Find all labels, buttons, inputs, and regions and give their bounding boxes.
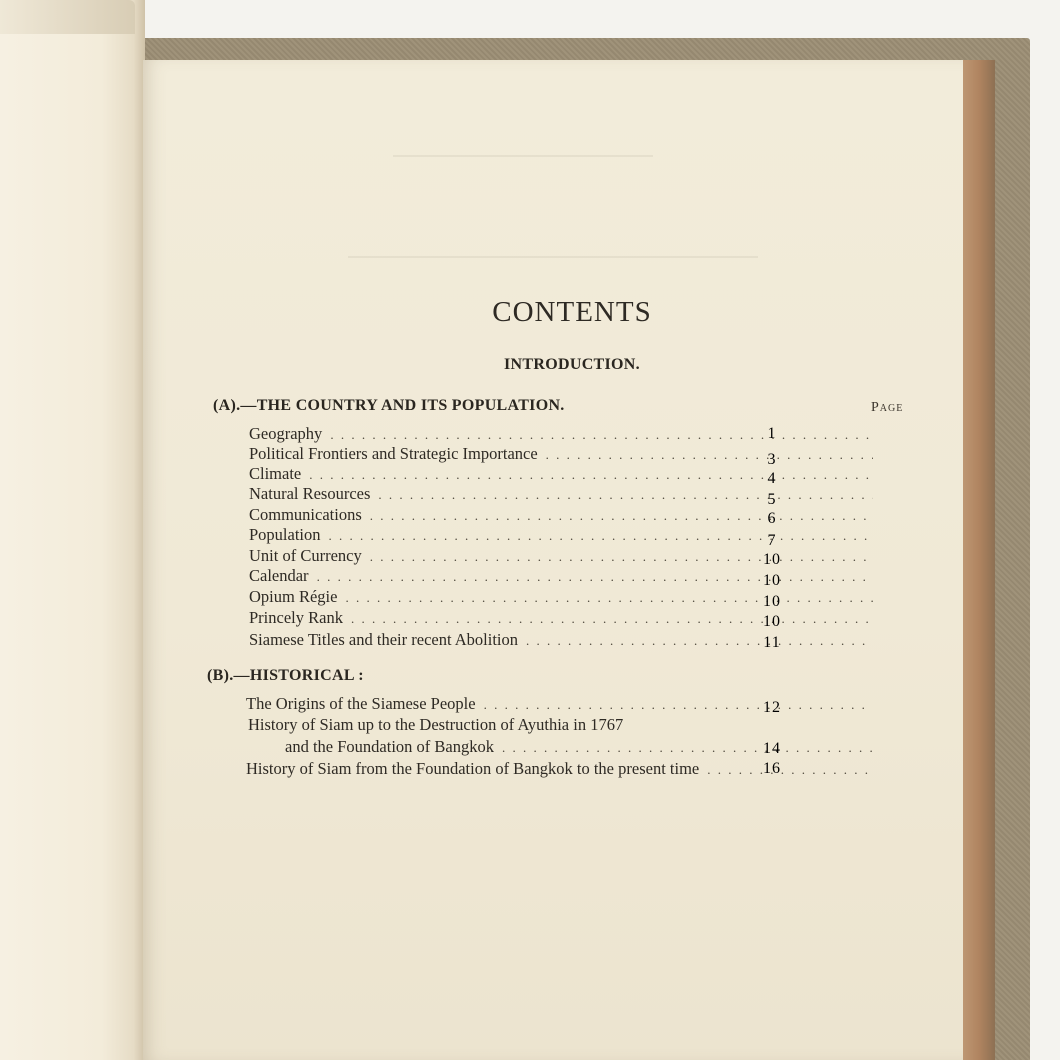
toc-entry-page: 14 [763,740,781,757]
introduction-heading: INTRODUCTION. [504,356,640,373]
toc-entry-page: 11 [763,634,781,651]
toc-entry-page: 10 [763,593,781,610]
toc-entry-page: 12 [763,699,781,716]
toc-entry-page: 4 [767,470,777,487]
show-through-line [393,155,653,157]
toc-entry-page: 5 [767,491,777,508]
toc-entry-label: Opium Régie [249,587,338,606]
toc-entry-label: Climate [249,464,302,483]
toc-entry-page: 1 [767,425,777,442]
leader-dots [370,506,873,526]
page-column-label: Page [871,400,904,415]
leader-dots [378,485,873,505]
toc-entry-label: Natural Resources [249,484,371,503]
leader-dots [526,631,873,651]
page-title: CONTENTS [492,296,652,328]
toc-entry-page: 6 [767,510,777,527]
leader-dots [351,609,873,629]
show-through-line [348,256,758,258]
toc-entry-page: 10 [763,572,781,589]
leader-dots [484,695,873,715]
toc-entry-page: 3 [767,451,777,468]
toc-entry-label: Unit of Currency [249,546,362,565]
toc-entry-label: Princely Rank [249,608,343,627]
toc-entry-label: Geography [249,424,323,443]
left-page [0,0,145,1060]
toc-entry-label: History of Siam up to the Destruction of Ayuthia in 1767 [248,715,624,734]
section-a-heading: (A).—THE COUNTRY AND ITS POPULATION. [213,397,565,414]
toc-entry-label: Communications [249,505,362,524]
leader-dots [345,588,873,608]
leader-dots [546,445,873,465]
toc-entry-page: 16 [763,760,781,777]
section-b-heading: (B).—HISTORICAL : [207,667,364,684]
toc-entry-label: The Origins of the Siamese People [246,694,476,713]
toc-entry-label: Calendar [249,566,309,585]
leader-dots [370,547,873,567]
leader-dots [502,738,873,758]
toc-entry-label: Political Frontiers and Strategic Importance [249,444,538,463]
toc-entry-label: Siamese Titles and their recent Abolition [249,630,519,649]
left-page-corner [0,0,135,34]
toc-entry-page: 10 [763,551,781,568]
toc-entry-label: and the Foundation of Bangkok [285,737,494,756]
toc-entry-page: 7 [767,532,777,549]
toc-entry-page: 10 [763,613,781,630]
toc-entry-label: History of Siam from the Foundation of Bangkok to the present time [246,759,700,778]
toc-entry-label: Population [249,525,321,544]
